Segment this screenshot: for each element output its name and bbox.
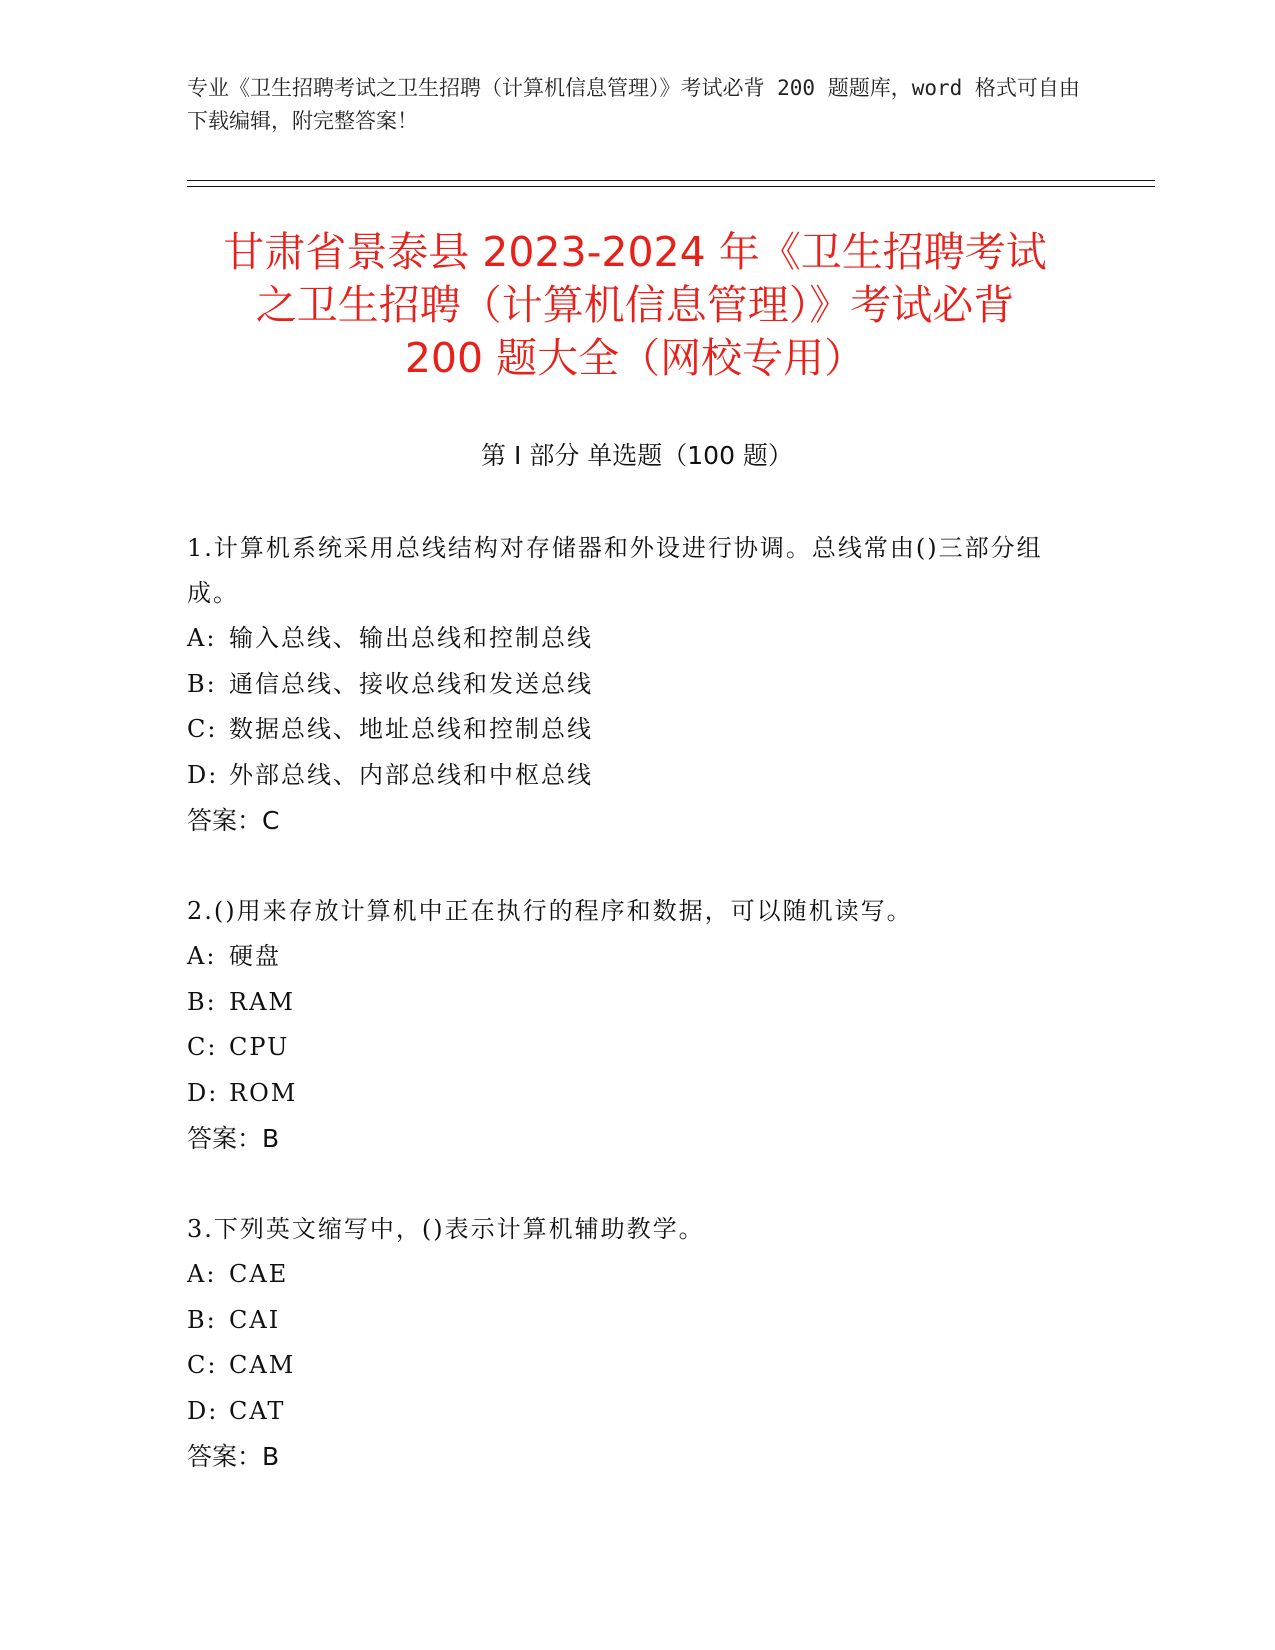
title-line-1: 甘肃省景泰县 2023-2024 年《卫生招聘考试 <box>223 228 1047 276</box>
question-stem: 2.()用来存放计算机中正在执行的程序和数据，可以随机读写。 <box>187 897 913 925</box>
option-text: 硬盘 <box>229 942 281 970</box>
header-divider-bottom <box>187 186 1155 187</box>
answer-line: 答案：B <box>187 1124 280 1153</box>
option-letter: A: <box>187 624 217 652</box>
option-text: CAI <box>229 1305 281 1334</box>
option-text: CAT <box>229 1396 286 1425</box>
option-d <box>187 1389 1067 1435</box>
option-letter: D: <box>187 760 219 789</box>
option-d <box>187 1071 1067 1117</box>
option-letter: B: <box>187 1305 217 1334</box>
question-3 <box>187 1207 1067 1479</box>
header-divider-top <box>187 180 1155 181</box>
option-letter: C: <box>187 715 218 743</box>
option-letter: A: <box>187 942 217 970</box>
answer-line: 答案：C <box>187 806 280 835</box>
title-line-3: 200 题大全（网校专用） <box>404 334 866 382</box>
option-a <box>187 1252 1067 1298</box>
option-c <box>187 1343 1067 1389</box>
option-a <box>187 616 1067 662</box>
option-letter: B: <box>187 987 217 1016</box>
question-2 <box>187 889 1067 1161</box>
question-1 <box>187 526 1067 843</box>
option-text: CPU <box>229 1033 290 1061</box>
section-title: 第 I 部分 单选题（100 题） <box>481 441 793 470</box>
option-c <box>187 707 1067 753</box>
option-text: CAM <box>229 1351 296 1379</box>
title-line-2: 之卫生招聘（计算机信息管理）》考试必背 <box>255 281 1015 329</box>
option-text: 通信总线、接收总线和发送总线 <box>229 669 593 698</box>
answer-line: 答案：B <box>187 1442 280 1471</box>
header-note: 专业《卫生招聘考试之卫生招聘（计算机信息管理）》考试必背 200 题题库，word 格式可自由下载编辑，附完整答案！ <box>187 76 1080 133</box>
option-c <box>187 1025 1067 1071</box>
question-list <box>187 526 1067 1525</box>
option-text: ROM <box>229 1078 298 1107</box>
question-stem: 1.计算机系统采用总线结构对存储器和外设进行协调。总线常由()三部分组成。 <box>187 534 1043 607</box>
option-text: 外部总线、内部总线和中枢总线 <box>229 760 593 789</box>
option-b <box>187 662 1067 708</box>
option-letter: D: <box>187 1078 219 1107</box>
question-stem: 3.下列英文缩写中，()表示计算机辅助教学。 <box>187 1215 705 1243</box>
option-letter: B: <box>187 669 217 698</box>
option-letter: D: <box>187 1396 219 1425</box>
document-title <box>185 226 1085 385</box>
option-letter: A: <box>187 1260 217 1288</box>
option-b <box>187 980 1067 1026</box>
option-text: RAM <box>229 987 295 1016</box>
option-d <box>187 753 1067 799</box>
option-b <box>187 1298 1067 1344</box>
option-text: CAE <box>229 1260 289 1288</box>
option-a <box>187 934 1067 980</box>
option-letter: C: <box>187 1351 218 1379</box>
option-text: 输入总线、输出总线和控制总线 <box>229 624 593 652</box>
option-letter: C: <box>187 1033 218 1061</box>
option-text: 数据总线、地址总线和控制总线 <box>229 715 593 743</box>
